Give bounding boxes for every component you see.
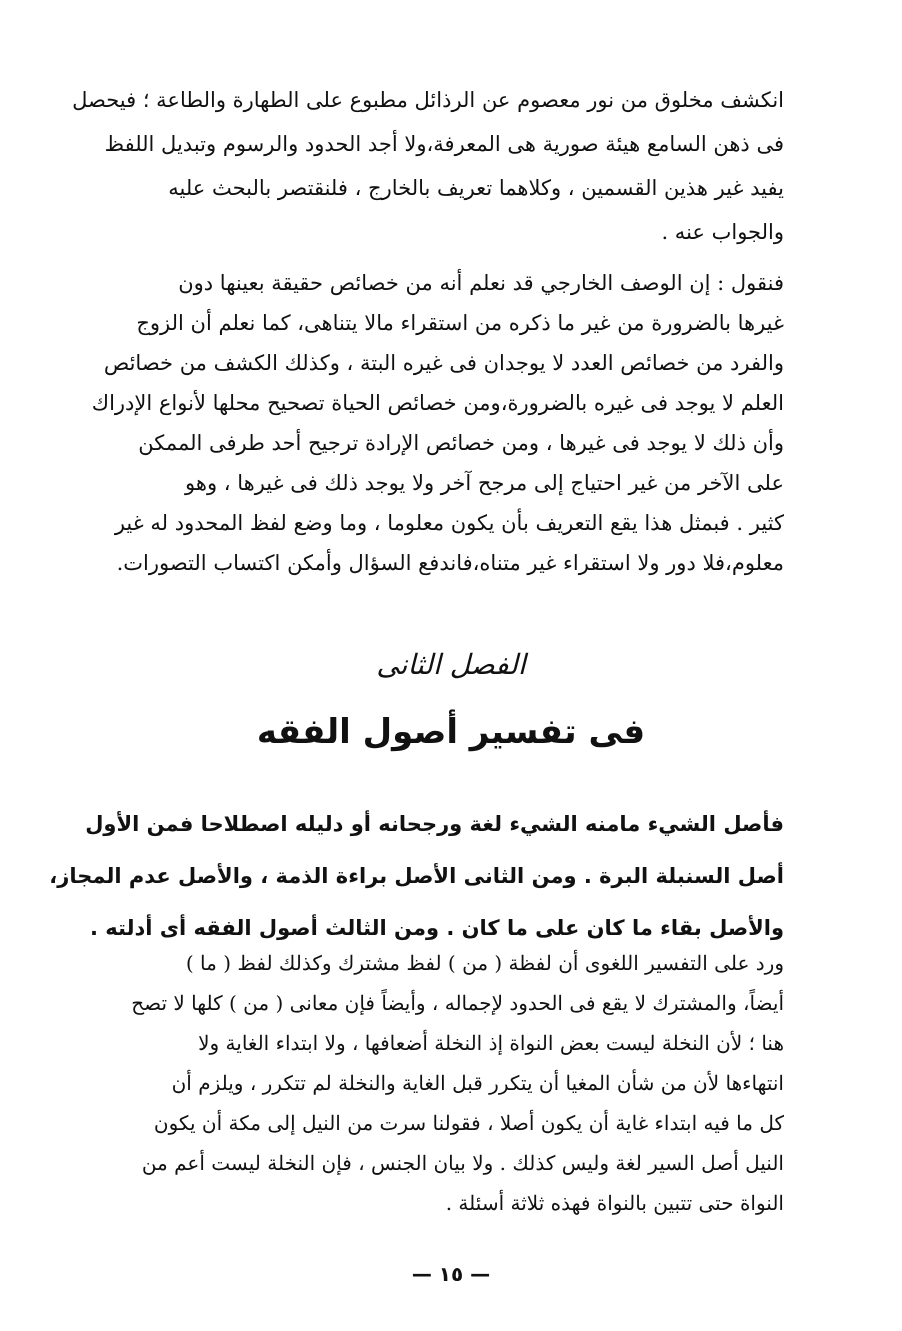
final-paragraph [128,943,784,1223]
text-line: كثير . فبمثل هذا يقع التعريف بأن يكون معلوما ، وما وضع لفظ المحدود له غير [114,511,784,535]
text-line: على الآخر من غير احتياج إلى مرجح آخر ولا يوجد ذلك فى غيرها ، وهو [185,471,784,495]
text-line: معلوم،فلا دور ولا استقراء غير متناه،فاندفع السؤال وأمكن اكتساب التصورات. [116,551,784,575]
text-line: يفيد غير هذين القسمين ، وكلاهما تعريف بالخارج ، فلنقتصر بالبحث عليه [168,176,784,200]
paragraph-2 [91,263,784,583]
text-line: والجواب عنه . [661,220,784,244]
text-line: هنا ؛ لأن النخلة ليست بعض النواة إذ النخلة أضعافها ، ولا ابتداء الغاية ولا [198,1031,784,1055]
chapter-title: فى تفسير أصول الفقه [256,712,646,752]
text-line: والأصل بقاء ما كان على ما كان . ومن الثالث أصول الفقه أى أدلته . [90,916,784,940]
chapter-label: الفصل الثانى [376,648,526,681]
text-line: وأن ذلك لا يوجد فى غيرها ، ومن خصائص الإرادة ترجيح أحد طرفى الممكن [138,431,784,455]
paragraph-1 [72,78,784,254]
text-line: فى ذهن السامع هيئة صورية هى المعرفة،ولا أجد الحدود والرسوم وتبديل اللفظ [104,132,784,156]
text-line: العلم لا يوجد فى غيره بالضرورة،ومن خصائص الحياة تصحيح محلها لأنواع الإدراك [91,391,784,415]
text-line: ورد على التفسير اللغوى أن لفظة ( من ) لفظ مشترك وكذلك لفظ ( ما ) [185,951,784,975]
text-line: أصل السنبلة البرة . ومن الثانى الأصل براءة الذمة ، والأصل عدم المجاز، [49,864,784,888]
text-line: فنقول : إن الوصف الخارجي قد نعلم أنه من خصائص حقيقة بعينها دون [178,271,784,295]
text-line: أيضاً، والمشترك لا يقع فى الحدود لإجماله ، وأيضاً فإن معانى ( من ) كلها لا تصح [131,991,784,1015]
text-line: كل ما فيه ابتداء غاية أن يكون أصلا ، فقولنا سرت من النيل إلى مكة أن يكون [153,1111,784,1135]
text-line: والفرد من خصائص العدد لا يوجدان فى غيره البتة ، وكذلك الكشف من خصائص [103,351,784,375]
text-line: غيرها بالضرورة من غير ما ذكره من استقراء مالا يتناهى، كما نعلم أن الزوج [136,311,784,335]
definition-paragraph [49,798,784,954]
text-line: انكشف مخلوق من نور معصوم عن الرذائل مطبوع على الطهارة والطاعة ؛ فيحصل [72,88,784,112]
text-line: فأصل الشيء مامنه الشيء لغة ورجحانه أو دليله اصطلاحا فمن الأول [85,812,784,836]
page-number: — ١٥ — [411,1262,491,1286]
text-line: النيل أصل السير لغة وليس كذلك . ولا بيان الجنس ، فإن النخلة ليست أعم من [141,1151,784,1175]
text-line: انتهاءها لأن من شأن المغيا أن يتكرر قبل الغاية والنخلة لم تتكرر ، ويلزم أن [171,1071,784,1095]
text-line: النواة حتى تتبين بالنواة فهذه ثلاثة أسئلة . [445,1191,784,1215]
